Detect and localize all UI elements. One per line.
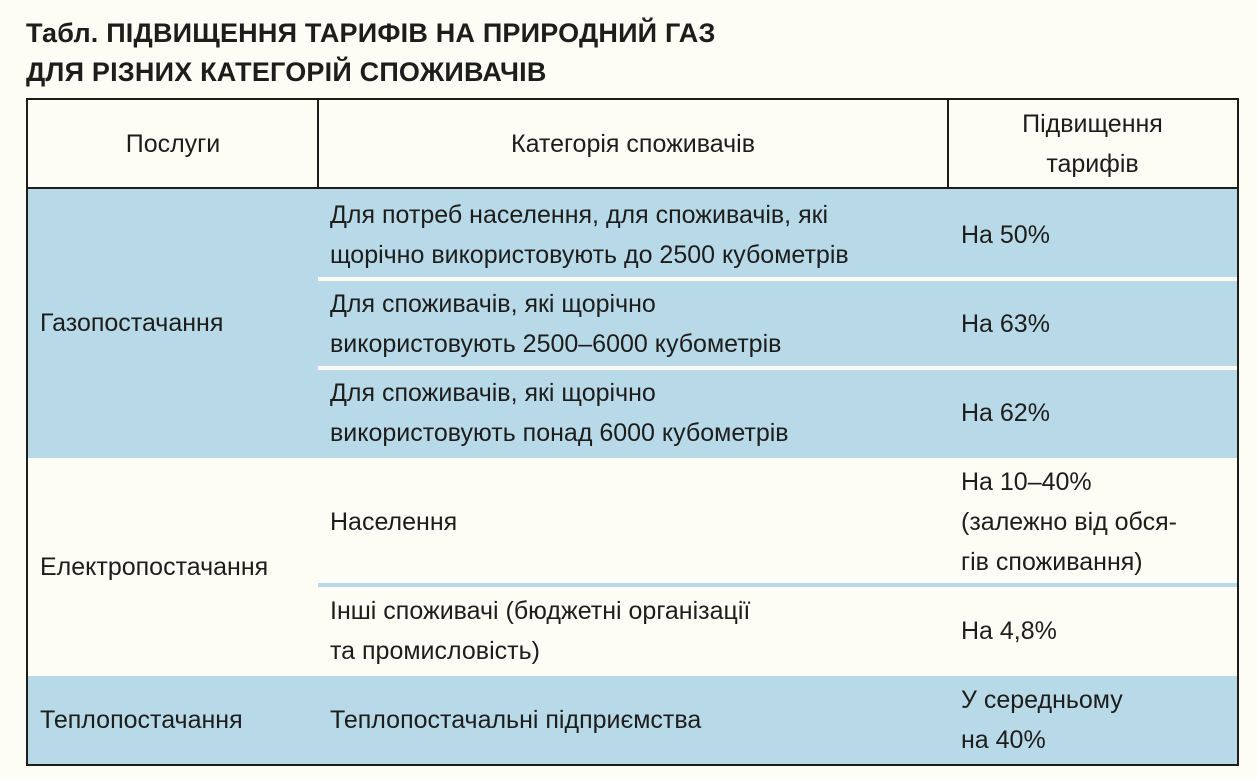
header-category-label: Категорія споживачів (511, 130, 755, 158)
table-row-electricity-2-increase (961, 588, 1231, 674)
group-heat (28, 676, 1237, 764)
table-row-electricity-1-increase (961, 460, 1231, 584)
table-row-gas-1-increase (961, 192, 1231, 278)
row-divider (318, 583, 1237, 587)
header-services (28, 100, 318, 188)
increase-text: У середньому на 40% (961, 686, 1123, 754)
service-electricity (40, 458, 268, 676)
table-row-heat-1-increase (961, 676, 1231, 764)
tariff-table (26, 98, 1239, 766)
table-row-gas-3-increase (961, 370, 1231, 456)
service-electricity-label: Електропостачання (40, 553, 269, 581)
increase-text: На 62% (961, 399, 1050, 427)
service-heat (40, 676, 243, 764)
category-text: Інші споживачі (бюджетні організації та промисловість) (330, 597, 751, 665)
header-increase-label: Підвищення тарифів (1022, 110, 1163, 178)
table-title (26, 14, 716, 92)
increase-text: На 4,8% (961, 617, 1057, 645)
table-row-electricity-1-category (330, 460, 950, 584)
header-column-divider (947, 100, 949, 188)
table-title-line-1: Табл. ПІДВИЩЕННЯ ТАРИФІВ НА ПРИРОДНИЙ ГАЗ (26, 18, 716, 48)
table-row-gas-1-category (330, 192, 950, 278)
table-row-heat-1-category (330, 676, 950, 764)
increase-text: На 10–40% (залежно від обся- гів споживання) (961, 468, 1177, 576)
header-column-divider (317, 100, 319, 188)
table-row-gas-3-category (330, 370, 950, 456)
category-text: Для споживачів, які щорічно використовують 2500–6000 кубометрів (330, 290, 782, 358)
category-text: Населення (330, 508, 458, 536)
table-row-gas-2-increase (961, 281, 1231, 367)
increase-text: На 63% (961, 310, 1050, 338)
increase-text: На 50% (961, 221, 1050, 249)
category-text: Теплопостачальні підприємства (330, 706, 702, 734)
category-text: Для споживачів, які щорічно використовують понад 6000 кубометрів (330, 379, 789, 447)
table-row-electricity-2-category (330, 588, 950, 674)
category-text: Для потреб населення, для споживачів, які щорічно використовують до 2500 кубометрів (330, 201, 849, 269)
table-title-line-2: ДЛЯ РІЗНИХ КАТЕГОРІЙ СПОЖИВАЧІВ (26, 57, 547, 87)
header-increase (948, 100, 1237, 188)
service-gas (40, 188, 223, 458)
header-divider (28, 187, 1237, 189)
group-electricity (28, 458, 1237, 676)
service-gas-label: Газопостачання (40, 309, 224, 337)
group-gas (28, 188, 1237, 458)
header-services-label: Послуги (125, 130, 221, 158)
header-category (318, 100, 948, 188)
table-row-gas-2-category (330, 281, 950, 367)
service-heat-label: Теплопостачання (40, 706, 243, 734)
